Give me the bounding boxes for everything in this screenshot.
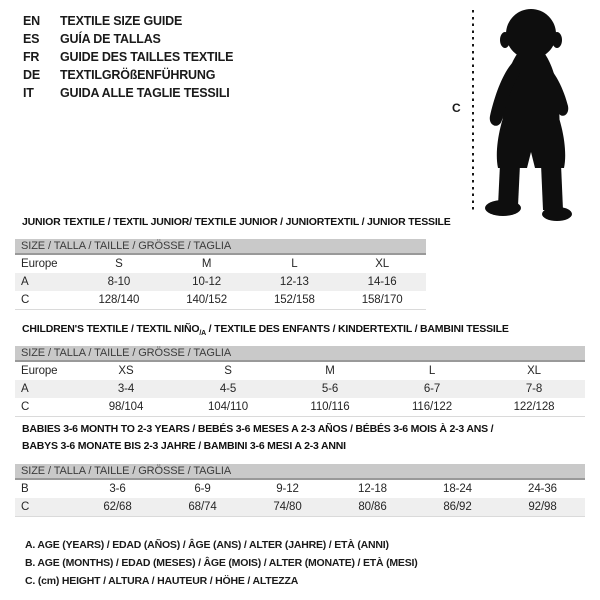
table-cell: 104/110 xyxy=(207,401,249,413)
children-title-part: CHILDREN'S TEXTILE / TEXTIL NIÑO xyxy=(22,323,200,335)
table-cell: S xyxy=(115,258,123,270)
table-cell: 3-4 xyxy=(75,380,177,398)
lang-label: GUÍA DE TALLAS xyxy=(60,32,161,46)
lang-row-fr xyxy=(23,48,233,66)
lang-label: GUIDA ALLE TAGLIE TESSILI xyxy=(60,86,230,100)
table-row-age xyxy=(15,380,585,398)
table-cell: 14-16 xyxy=(338,273,426,291)
table-cell: 24-36 xyxy=(528,483,557,495)
lang-code: IT xyxy=(23,86,34,100)
lang-code: EN xyxy=(23,14,40,28)
children-title-part: / TEXTILE DES ENFANTS / KINDERTEXTIL / BAMBINI TESSILE xyxy=(205,323,509,335)
table-cell: 12-13 xyxy=(251,273,339,291)
table-cell: 18-24 xyxy=(443,483,472,495)
lang-code: FR xyxy=(23,50,40,64)
lang-label: TEXTILGRÖßENFÜHRUNG xyxy=(60,68,216,82)
table-cell: S xyxy=(224,365,232,377)
junior-section-title: JUNIOR TEXTILE / TEXTIL JUNIOR/ TEXTILE JUNIOR / JUNIORTEXTIL / JUNIOR TESSILE xyxy=(22,216,451,228)
table-cell: 7-8 xyxy=(483,380,585,398)
language-title-block xyxy=(23,12,233,102)
table-cell: 98/104 xyxy=(108,401,144,413)
babies-title-line2: BABYS 3-6 MONATE BIS 2-3 JAHRE / BAMBINI 3-6 MESI A 2-3 ANNI xyxy=(22,440,346,452)
babies-section-title xyxy=(22,421,493,455)
junior-size-table xyxy=(15,239,426,310)
table-cell: 74/80 xyxy=(245,498,330,517)
lang-label: TEXTILE SIZE GUIDE xyxy=(60,14,183,28)
lang-row-it xyxy=(23,84,233,102)
children-section-title xyxy=(22,323,509,337)
babies-size-table xyxy=(15,464,585,517)
children-size-table xyxy=(15,346,585,417)
row-label: A xyxy=(15,273,75,291)
lang-code: DE xyxy=(23,68,40,82)
table-cell: 80/86 xyxy=(330,498,415,517)
height-measure-c-label: C xyxy=(452,101,461,115)
size-header-row xyxy=(15,464,585,479)
size-header-row xyxy=(15,239,426,254)
footnote-c: C. (cm) HEIGHT / ALTURA / HAUTEUR / HÖHE / ALTEZZA xyxy=(25,575,299,587)
size-header-bar: SIZE / TALLA / TAILLE / GRÖSSE / TAGLIA xyxy=(15,346,585,361)
babies-title-line1: BABIES 3-6 MONTH TO 2-3 YEARS / BEBÉS 3-6 MESES A 2-3 AÑOS / BÉBÉS 3-6 MOIS À 2-3 ANS / xyxy=(22,423,494,435)
table-row-height xyxy=(15,398,585,417)
lang-label: GUIDE DES TAILLES TEXTILE xyxy=(60,50,234,64)
footnote-a: A. AGE (YEARS) / EDAD (AÑOS) / ÂGE (ANS) / ALTER (JAHRE) / ETÀ (ANNI) xyxy=(25,539,389,551)
row-label: Europe xyxy=(21,258,58,270)
height-dotted-line xyxy=(472,10,474,210)
footnotes-block xyxy=(25,536,418,590)
table-cell: M xyxy=(201,258,212,270)
table-cell: 128/140 xyxy=(98,294,140,306)
lang-row-es xyxy=(23,30,233,48)
table-cell: 140/152 xyxy=(186,294,228,306)
table-cell: L xyxy=(291,258,298,270)
table-cell: 9-12 xyxy=(276,483,299,495)
table-cell: 86/92 xyxy=(415,498,500,517)
table-cell: 12-18 xyxy=(358,483,387,495)
table-cell: 10-12 xyxy=(163,273,251,291)
table-row-europe xyxy=(15,361,585,380)
table-cell: 62/68 xyxy=(75,498,160,517)
row-label: Europe xyxy=(21,365,58,377)
table-cell: XS xyxy=(118,365,134,377)
table-cell: 152/158 xyxy=(273,294,315,306)
table-cell: 68/74 xyxy=(160,498,245,517)
row-label: C xyxy=(21,401,30,413)
table-cell: 8-10 xyxy=(75,273,163,291)
lang-row-de xyxy=(23,66,233,84)
row-label: B xyxy=(21,483,29,495)
footnote-b: B. AGE (MONTHS) / EDAD (MESES) / ÂGE (MOIS) / ALTER (MONATE) / ETÀ (MESI) xyxy=(25,557,418,569)
table-cell: 92/98 xyxy=(500,498,585,517)
table-cell: 116/122 xyxy=(411,401,453,413)
size-header-bar: SIZE / TALLA / TAILLE / GRÖSSE / TAGLIA xyxy=(15,239,426,254)
table-cell: 6-9 xyxy=(194,483,211,495)
table-cell: 4-5 xyxy=(177,380,279,398)
table-row-months xyxy=(15,479,585,498)
size-header-bar: SIZE / TALLA / TAILLE / GRÖSSE / TAGLIA xyxy=(15,464,585,479)
row-label: C xyxy=(15,498,75,517)
table-cell: 6-7 xyxy=(381,380,483,398)
table-cell: 122/128 xyxy=(513,401,555,413)
table-cell: 110/116 xyxy=(310,401,350,413)
table-row-height xyxy=(15,498,585,517)
table-cell: L xyxy=(428,365,436,377)
lang-code: ES xyxy=(23,32,40,46)
table-cell: M xyxy=(325,365,335,377)
toddler-silhouette-icon xyxy=(477,6,599,224)
row-label: A xyxy=(15,380,75,398)
row-label: C xyxy=(21,294,30,306)
children-title-subscript: /A xyxy=(199,330,206,338)
table-cell: 5-6 xyxy=(279,380,381,398)
table-cell: XL xyxy=(375,258,390,270)
table-cell: XL xyxy=(527,365,541,377)
table-row-age xyxy=(15,273,426,291)
table-cell: 3-6 xyxy=(109,483,126,495)
lang-row-en xyxy=(23,12,233,30)
table-row-height xyxy=(15,291,426,310)
size-header-row xyxy=(15,346,585,361)
table-row-europe xyxy=(15,254,426,273)
table-cell: 158/170 xyxy=(361,294,403,306)
